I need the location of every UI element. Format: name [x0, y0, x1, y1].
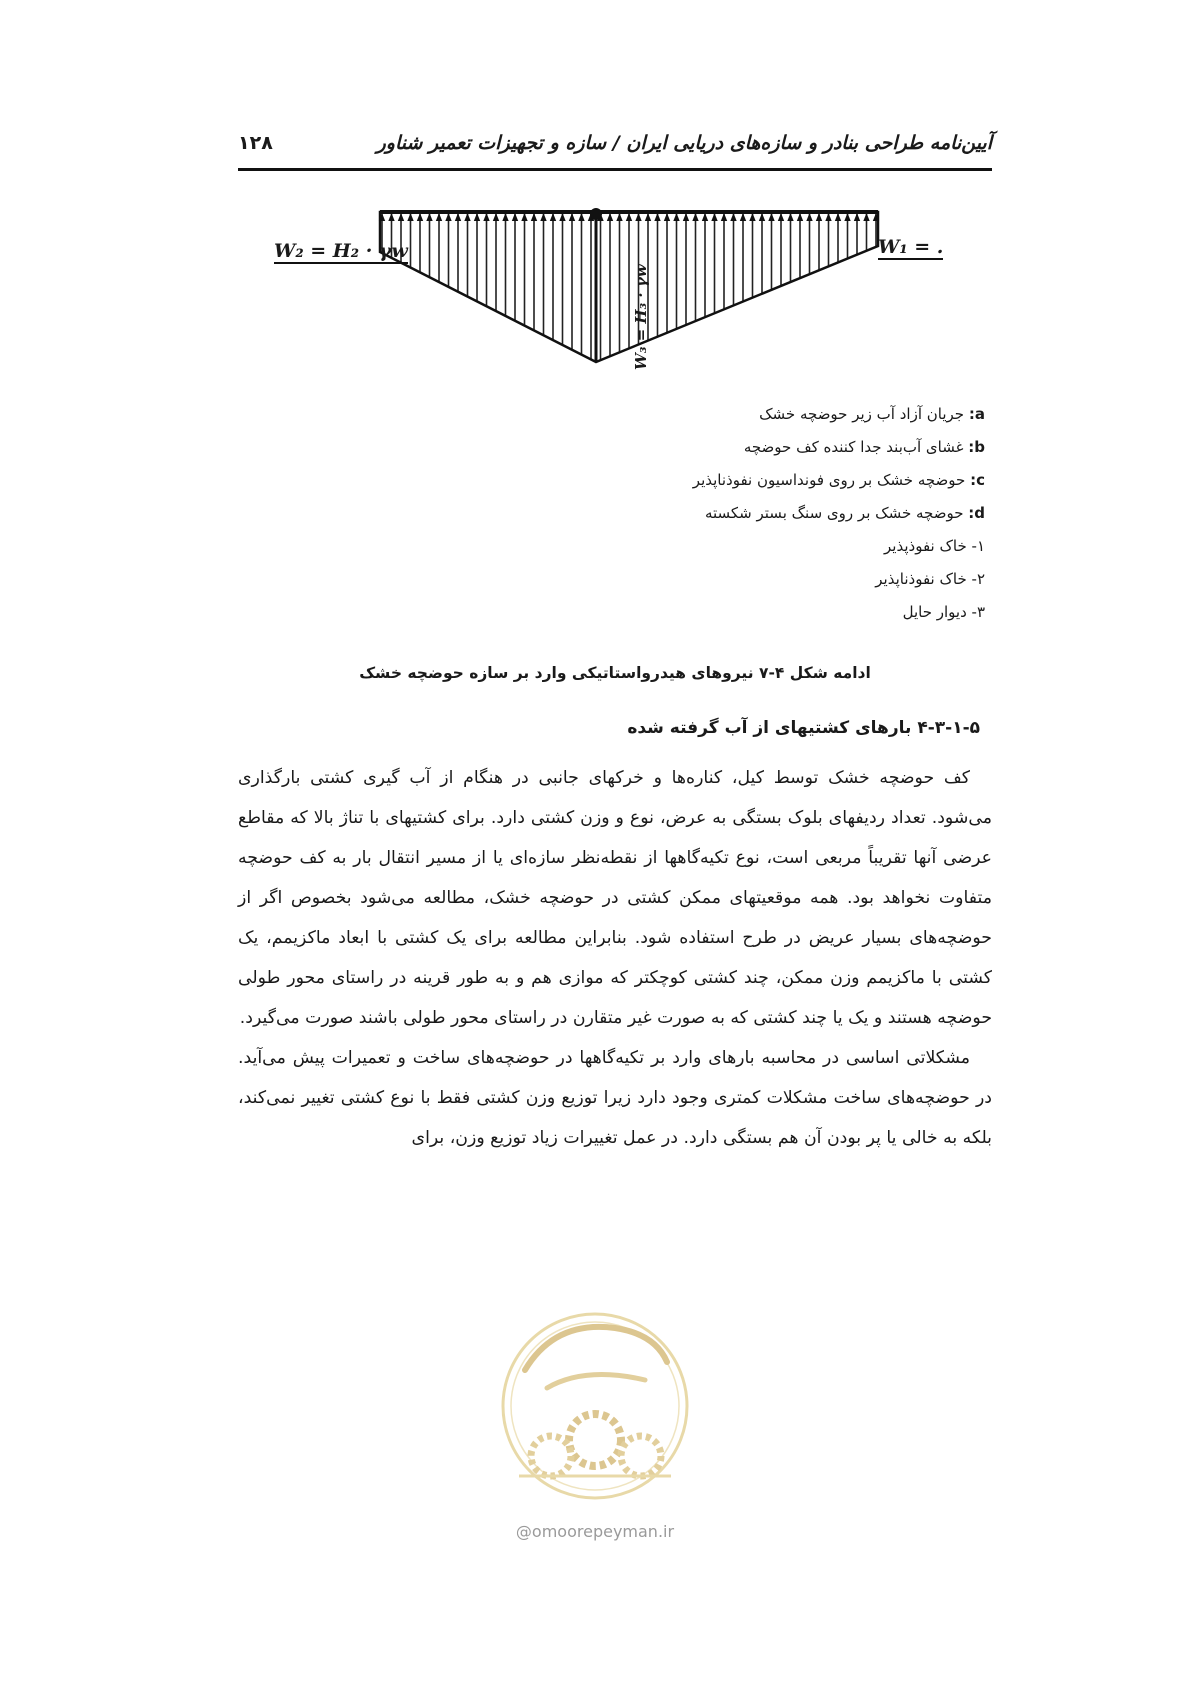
- paragraph: مشکلاتی اساسی در محاسبه بارهای وارد بر تکیه‌گاهها در حوضچه‌های ساخت و تعمیرات پیش می‌آید. در حوضچه‌های ساخت مشکلات کمتری وجود دارد زیرا توزیع وزن کشتی فقط با نوع کشتی تغییر نمی‌کند، بلکه به خالی یا پر بودن آن هم بستگی دارد. در عمل تغییرات زیاد توزیع وزن، برای: [238, 1048, 992, 1148]
- legend-item: d: حوضچه خشک بر روی سنگ بستر شکسته: [704, 504, 985, 522]
- legend-item: c: حوضچه خشک بر روی فونداسیون نفوذناپذیر: [692, 471, 985, 489]
- label-w3: W₃ = H₃ · γw: [632, 264, 650, 370]
- paragraph: کف حوضچه خشک توسط کیل، کناره‌ها و خرکهای جانبی در هنگام از آب گیری کشتی بارگذاری می‌شود. تعداد ردیفهای بلوک بستگی به عرض، نوع و وزن کشتی دارد. برای کشتیهای با تناژ بالا که مقاطع عرضی آنها تقریباً مربعی است، نوع تکیه‌گاهها از نقطه‌نظر سازه‌ای یا از مسیر انتقال بار به کف حوضچه متفاوت نخواهد بود. همه موقعیتهای ممکن کشتی در حوضچه خشک، مطالعه می‌شود بخصوص اگر از حوضچه‌های بسیار عریض در طرح استفاده شود. بنابراین مطالعه برای یک کشتی با ابعاد ماکزیمم، یک کشتی با ماکزیمم وزن ممکن، چند کشتی کوچکتر که موازی هم و به طور قرینه در راستای محور طولی حوضچه هستند و یک یا چند کشتی که به صورت غیر متقارن در راستای محور طولی باشند صورت می‌گیرد.: [238, 768, 992, 1028]
- figure-caption: ادامه شکل ۴-۷ نیروهای هیدرواستاتیکی وارد بر سازه حوضچه خشک: [359, 664, 871, 682]
- pressure-arrows: [379, 213, 879, 221]
- watermark-url: @omoorepeyman.ir: [515, 1522, 675, 1541]
- label-w2: W₂ = H₂ · γw: [274, 240, 408, 262]
- seal-icon: [495, 1300, 695, 1520]
- header-rule: [238, 168, 992, 171]
- body-text: [238, 758, 992, 1158]
- page-header: [238, 128, 992, 164]
- label-w1: W₁ = .: [878, 236, 944, 258]
- section-heading: ۴-۳-۱-۵ بارهای کشتیهای از آب گرفته شده: [627, 718, 980, 738]
- legend-item: ۲- خاک نفوذناپذیر: [875, 570, 985, 588]
- page-number: ۱۲۸: [238, 132, 273, 154]
- header-title: آیین‌نامه طراحی بنادر و سازه‌های دریایی ایران / سازه و تجهیزات تعمیر شناور: [376, 132, 992, 154]
- legend-item: a: جریان آزاد آب زیر حوضچه خشک: [759, 405, 985, 423]
- pressure-diagram: [270, 200, 940, 400]
- legend-item: b: غشای آب‌بند جدا کننده کف حوضچه: [743, 438, 985, 456]
- pressure-hatch-lines: [382, 212, 876, 360]
- legend-item: ۳- دیوار حایل: [902, 603, 985, 621]
- hydrostatic-pressure-figure: [270, 200, 944, 400]
- watermark-logo: [495, 1300, 695, 1550]
- figure-legend: [693, 398, 985, 629]
- legend-item: ۱- خاک نفوذپذیر: [884, 537, 985, 555]
